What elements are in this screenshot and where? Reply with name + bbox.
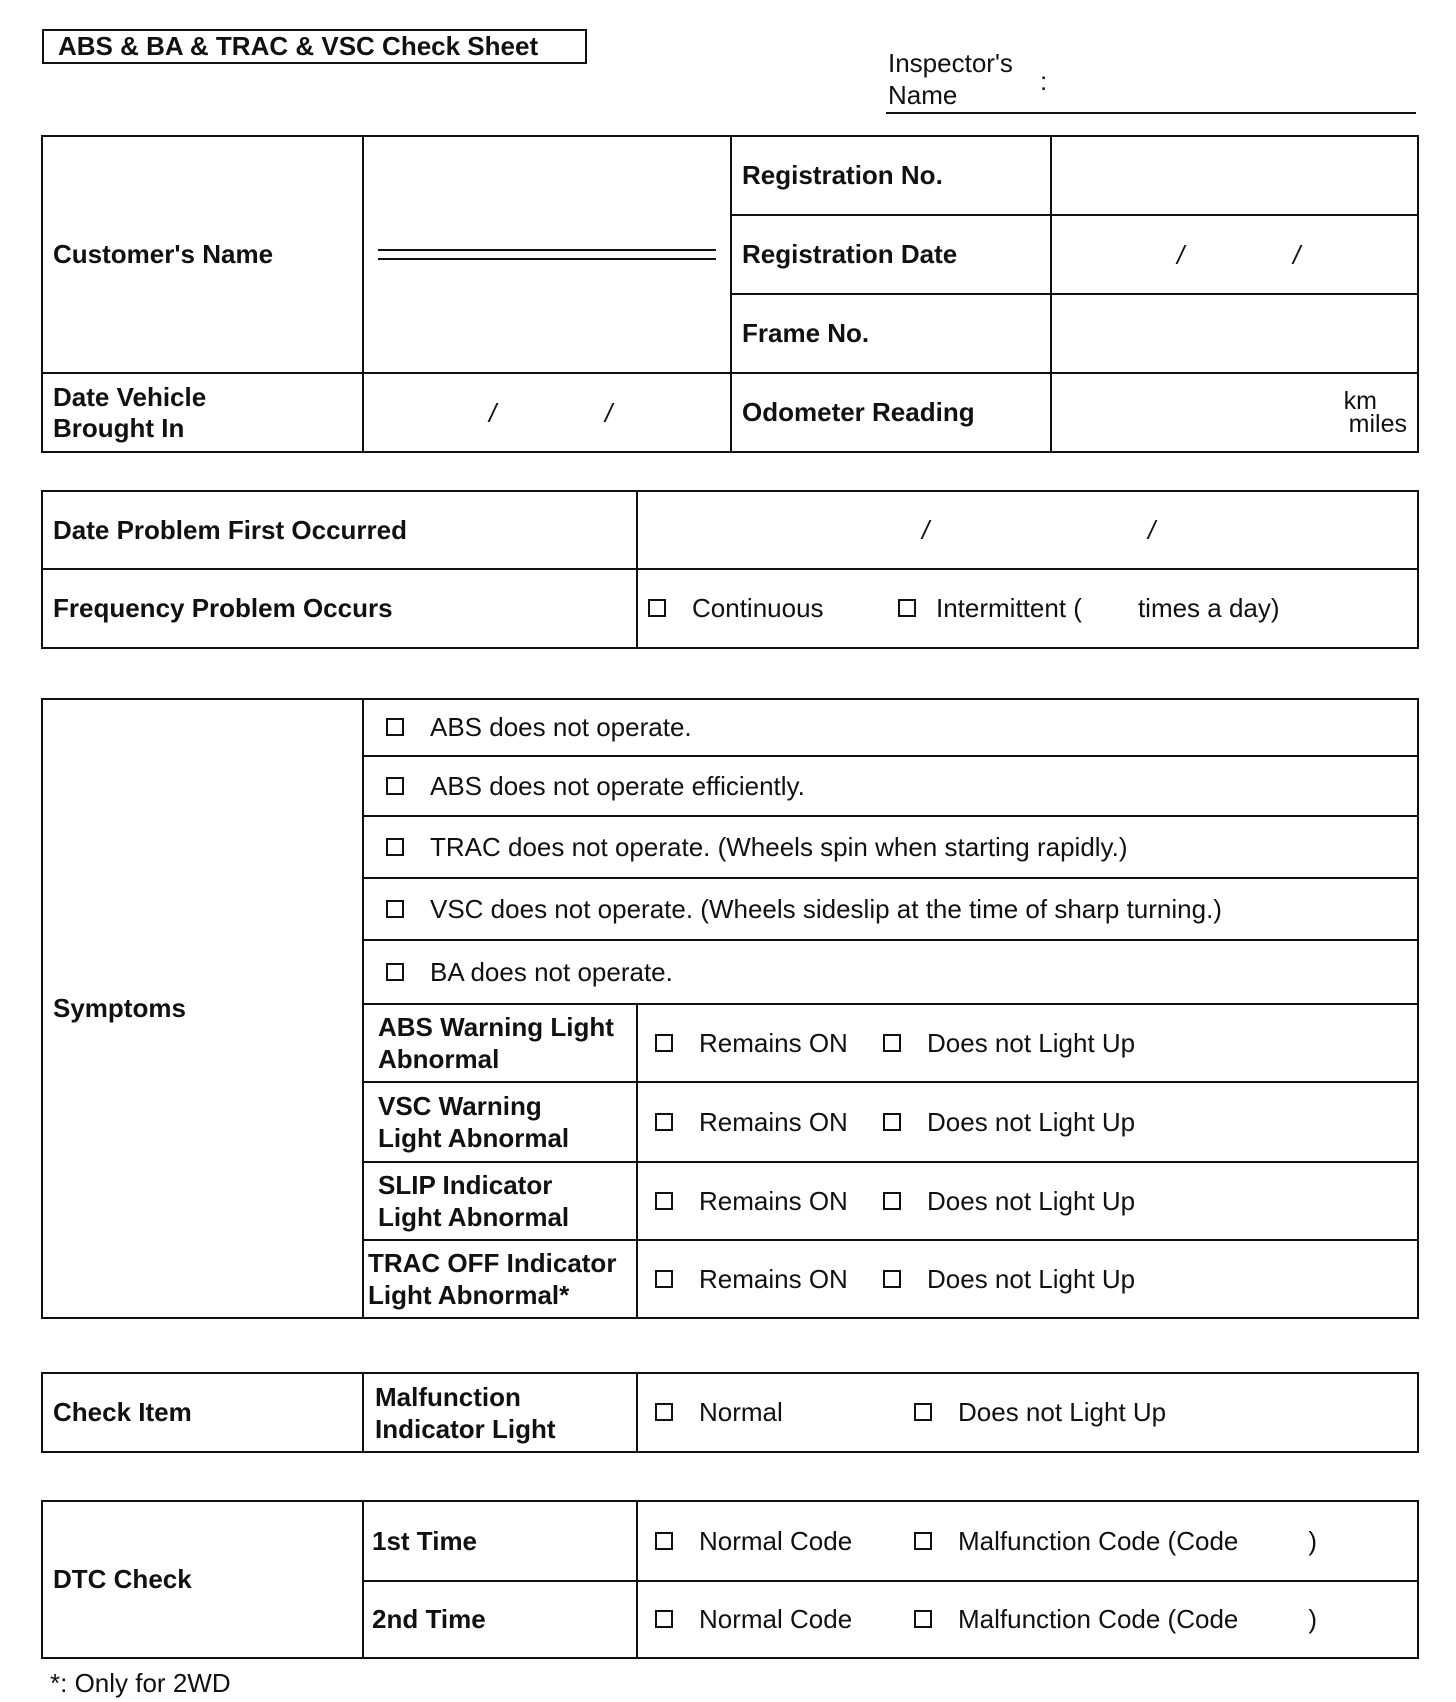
- dtc-check-label: DTC Check: [42, 1501, 363, 1658]
- date-vehicle-brought-in-field[interactable]: [363, 373, 731, 452]
- symptom-item: [363, 756, 1418, 816]
- does-not-light-up-label: Does not Light Up: [927, 1263, 1136, 1294]
- remains-on-label: Remains ON: [699, 1263, 848, 1294]
- customer-name-field[interactable]: [363, 136, 731, 373]
- dtc-check-table: [41, 1500, 1419, 1659]
- symptom-item: [363, 816, 1418, 878]
- times-a-day-label: times a day): [1137, 593, 1280, 623]
- date-vehicle-line1: Date Vehicle: [53, 381, 207, 412]
- symptom-text: TRAC does not operate. (Wheels spin when starting rapidly.): [430, 831, 1128, 862]
- checkbox-does-not-light-up[interactable]: [883, 1034, 901, 1052]
- checkbox-symptom[interactable]: [386, 838, 404, 856]
- dtc-second-time-options: [637, 1581, 1418, 1658]
- date-vehicle-brought-in-label: [42, 373, 363, 452]
- checkbox-malfunction-code[interactable]: [914, 1610, 932, 1628]
- checkbox-does-not-light-up[interactable]: [883, 1192, 901, 1210]
- normal-code-label: Normal Code: [699, 1525, 853, 1556]
- normal-label: Normal: [699, 1397, 783, 1427]
- checkbox-remains-on[interactable]: [655, 1034, 673, 1052]
- light-label-line1: TRAC OFF Indicator: [368, 1248, 617, 1278]
- vsc-warning-light-options: [637, 1082, 1418, 1162]
- checkbox-normal[interactable]: [655, 1403, 673, 1421]
- remains-on-label: Remains ON: [699, 1185, 848, 1216]
- malfunction-code-close: ): [1308, 1604, 1318, 1634]
- frame-no-field[interactable]: [1051, 294, 1418, 373]
- symptom-text: ABS does not operate.: [430, 712, 692, 742]
- does-not-light-up-label: Does not Light Up: [927, 1106, 1136, 1137]
- inspector-label-line2: Name: [888, 80, 958, 110]
- customer-name-double-line: [378, 249, 716, 260]
- trac-off-indicator-light-label: [363, 1240, 637, 1318]
- symptom-text: VSC does not operate. (Wheels sideslip at the time of sharp turning.): [430, 893, 1222, 924]
- does-not-light-up-label: Does not Light Up: [927, 1185, 1136, 1216]
- continuous-label: Continuous: [692, 593, 824, 623]
- malfunction-indicator-light-label: [363, 1373, 637, 1452]
- footnote: *: Only for 2WD: [50, 1668, 231, 1698]
- checkbox-symptom[interactable]: [386, 777, 404, 795]
- inspector-label-line1: Inspector's: [888, 48, 1013, 78]
- light-label-line2: Light Abnormal: [378, 1123, 570, 1153]
- symptom-text: ABS does not operate efficiently.: [430, 770, 805, 801]
- remains-on-label: Remains ON: [699, 1106, 848, 1137]
- dtc-first-time-options: [637, 1501, 1418, 1581]
- slip-indicator-light-options: [637, 1162, 1418, 1240]
- checkbox-intermittent[interactable]: [898, 599, 916, 617]
- customer-name-label: Customer's Name: [42, 136, 363, 373]
- symptom-text: BA does not operate.: [430, 956, 673, 987]
- does-not-light-up-label: Does not Light Up: [927, 1027, 1136, 1058]
- remains-on-label: Remains ON: [699, 1027, 848, 1058]
- date-vehicle-line2: Brought In: [53, 412, 185, 443]
- normal-code-label: Normal Code: [699, 1604, 853, 1634]
- symptom-item: [363, 878, 1418, 940]
- sheet-title: ABS & BA & TRAC & VSC Check Sheet: [42, 29, 587, 64]
- check-item-label: Check Item: [42, 1373, 363, 1452]
- date-slash: /: [605, 397, 613, 428]
- slip-indicator-light-label: [363, 1162, 637, 1240]
- registration-no-field[interactable]: [1051, 136, 1418, 215]
- vehicle-info-table: [41, 135, 1419, 453]
- checkbox-remains-on[interactable]: [655, 1113, 673, 1131]
- checkbox-malfunction-code[interactable]: [914, 1532, 932, 1550]
- checkbox-continuous[interactable]: [648, 599, 666, 617]
- symptoms-label: Symptoms: [42, 699, 363, 1318]
- date-problem-first-occurred-label: Date Problem First Occurred: [42, 491, 637, 569]
- registration-date-label: Registration Date: [731, 215, 1051, 294]
- checkbox-normal-code[interactable]: [655, 1532, 673, 1550]
- dtc-second-time-label: 2nd Time: [363, 1581, 637, 1658]
- light-label-line2: Light Abnormal: [378, 1202, 570, 1232]
- problem-occurrence-table: [41, 490, 1419, 649]
- checkbox-symptom[interactable]: [386, 900, 404, 918]
- checkbox-does-not-light-up[interactable]: [914, 1403, 932, 1421]
- mil-label-line2: Indicator Light: [375, 1413, 556, 1444]
- date-slash: /: [922, 515, 930, 545]
- dtc-first-time-label: 1st Time: [363, 1501, 637, 1581]
- date-slash: /: [1177, 239, 1185, 270]
- light-label-line1: SLIP Indicator: [378, 1170, 553, 1200]
- frame-no-label: Frame No.: [731, 294, 1051, 373]
- checkbox-remains-on[interactable]: [655, 1270, 673, 1288]
- date-slash: /: [1148, 515, 1156, 545]
- checkbox-symptom[interactable]: [386, 718, 404, 736]
- mil-label-line1: Malfunction: [375, 1381, 521, 1412]
- odometer-unit-miles: miles: [1348, 409, 1407, 438]
- date-slash: /: [1293, 239, 1301, 270]
- light-label-line1: VSC Warning: [378, 1091, 542, 1121]
- light-label-line2: Light Abnormal*: [368, 1280, 570, 1310]
- malfunction-code-label: Malfunction Code (Code: [958, 1604, 1239, 1634]
- malfunction-indicator-light-options: [637, 1373, 1418, 1452]
- odometer-reading-field[interactable]: [1051, 373, 1418, 452]
- odometer-unit-km: km: [1343, 386, 1377, 415]
- inspector-name-label: [888, 47, 1013, 111]
- date-problem-first-occurred-field[interactable]: [637, 491, 1418, 569]
- malfunction-code-label: Malfunction Code (Code: [958, 1525, 1239, 1556]
- abs-warning-light-label: [363, 1004, 637, 1082]
- abs-warning-light-options: [637, 1004, 1418, 1082]
- symptom-item: [363, 940, 1418, 1004]
- light-label-line1: ABS Warning Light: [378, 1012, 614, 1042]
- check-item-table: [41, 1372, 1419, 1453]
- malfunction-code-close: ): [1308, 1525, 1318, 1556]
- does-not-light-up-label: Does not Light Up: [958, 1397, 1167, 1427]
- trac-off-indicator-light-options: [637, 1240, 1418, 1318]
- symptoms-table: [41, 698, 1419, 1319]
- vsc-warning-light-label: [363, 1082, 637, 1162]
- frequency-problem-occurs-label: Frequency Problem Occurs: [42, 569, 637, 648]
- inspector-colon: :: [1040, 66, 1048, 96]
- light-label-line2: Abnormal: [378, 1044, 500, 1074]
- checkbox-symptom[interactable]: [386, 963, 404, 981]
- symptom-item: [363, 699, 1418, 756]
- registration-date-field[interactable]: [1051, 215, 1418, 294]
- odometer-reading-label: Odometer Reading: [731, 373, 1051, 452]
- frequency-options: [637, 569, 1418, 648]
- checkbox-does-not-light-up[interactable]: [883, 1113, 901, 1131]
- inspector-name-field[interactable]: [886, 112, 1416, 114]
- checkbox-does-not-light-up[interactable]: [883, 1270, 901, 1288]
- checkbox-remains-on[interactable]: [655, 1192, 673, 1210]
- date-slash: /: [489, 397, 497, 428]
- intermittent-label: Intermittent (: [936, 593, 1082, 623]
- registration-no-label: Registration No.: [731, 136, 1051, 215]
- checkbox-normal-code[interactable]: [655, 1610, 673, 1628]
